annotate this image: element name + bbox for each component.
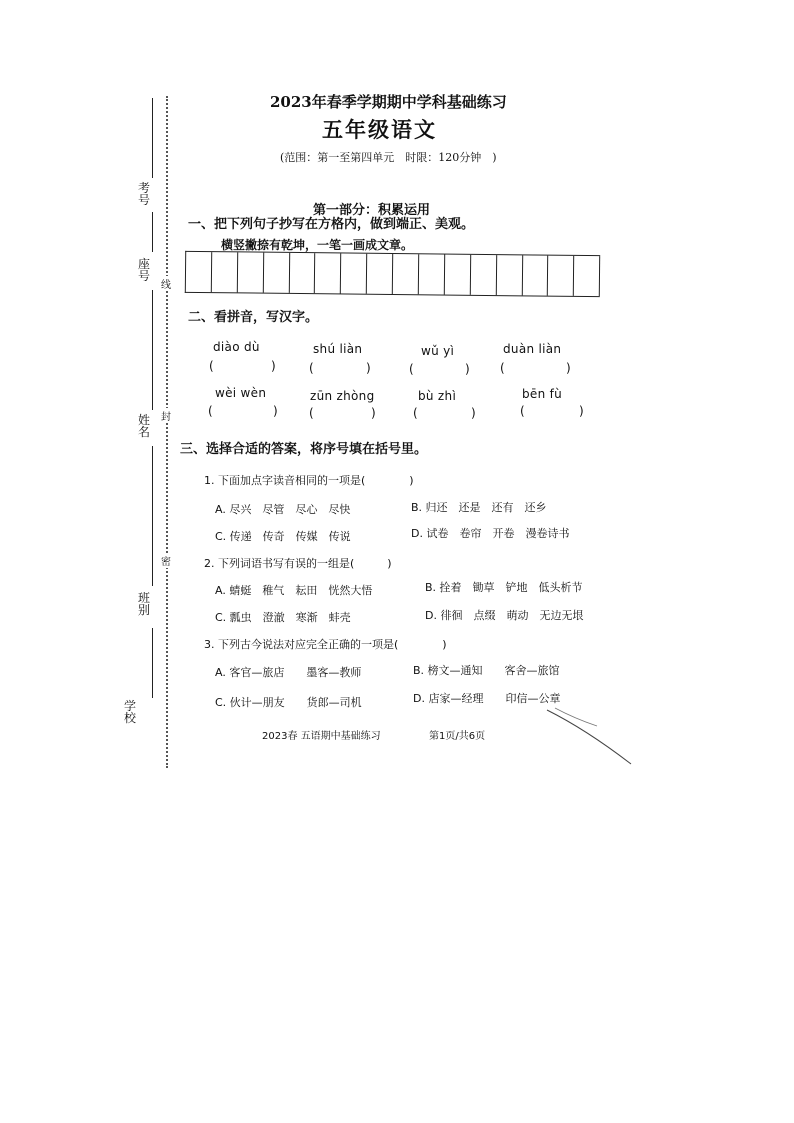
pinyin-6: zūn zhòng bbox=[310, 389, 375, 403]
q2-option-a[interactable]: A. 蜻蜓 稚气 耘田 恍然大悟 bbox=[215, 584, 373, 597]
banbie-label: 班别 bbox=[137, 591, 150, 617]
grid-cell[interactable] bbox=[238, 252, 264, 292]
pinyin-2: shú liàn bbox=[313, 342, 363, 356]
banbie-line bbox=[152, 446, 153, 586]
answer-paren-close[interactable]: ) bbox=[471, 406, 476, 420]
pinyin-8: bēn fù bbox=[522, 387, 563, 401]
answer-paren-close[interactable]: ) bbox=[366, 361, 371, 375]
q2-stem: 2. 下列词语书写有误的一组是( ) bbox=[204, 557, 392, 570]
exam-title: 五年级语文 bbox=[322, 117, 437, 142]
binding-dotted-line bbox=[166, 96, 168, 768]
grid-cell[interactable] bbox=[263, 253, 289, 293]
answer-paren-open[interactable]: ( bbox=[413, 406, 418, 420]
q1-option-c[interactable]: C. 传递 传奇 传媒 传说 bbox=[215, 530, 351, 543]
q1-stem: 1. 下面加点字读音相同的一项是( ) bbox=[204, 474, 414, 487]
zuohao-line bbox=[152, 212, 153, 252]
grid-cell[interactable] bbox=[212, 252, 238, 292]
seal-xian: 线 bbox=[160, 276, 172, 291]
section2-heading: 二、看拼音，写汉字。 bbox=[188, 310, 319, 325]
grid-cell[interactable] bbox=[393, 254, 419, 294]
grid-cell[interactable] bbox=[367, 254, 393, 294]
grid-cell[interactable] bbox=[548, 256, 574, 296]
kaohao-line bbox=[152, 98, 153, 178]
zuohao-label: 座号 bbox=[137, 257, 150, 283]
copy-sentence: 横竖撇捺有乾坤，一笔一画成文章。 bbox=[221, 238, 414, 252]
seal-feng: 封 bbox=[160, 408, 172, 423]
footer-page-number: 第1页/共6页 bbox=[429, 731, 486, 742]
answer-paren-open[interactable]: ( bbox=[209, 359, 214, 373]
answer-paren-close[interactable]: ) bbox=[273, 404, 278, 418]
grid-cell[interactable] bbox=[574, 256, 600, 296]
grid-cell[interactable] bbox=[445, 255, 471, 295]
xuexiao-line bbox=[152, 628, 153, 698]
q2-option-b[interactable]: B. 拴着 锄草 铲地 低头析节 bbox=[425, 581, 583, 594]
answer-paren-open[interactable]: ( bbox=[309, 361, 314, 375]
grid-cell[interactable] bbox=[522, 255, 548, 295]
exam-scope: (范围：第一至第四单元 时限：120分钟 ) bbox=[280, 151, 497, 164]
answer-paren-open[interactable]: ( bbox=[409, 362, 414, 376]
pinyin-4: duàn liàn bbox=[503, 342, 562, 356]
q2-option-c[interactable]: C. 瓢虫 澄澈 寒渐 蚌壳 bbox=[215, 611, 351, 624]
exam-heading: 2023年春季学期期中学科基础练习 bbox=[270, 93, 507, 111]
answer-paren-close[interactable]: ) bbox=[271, 359, 276, 373]
answer-paren-open[interactable]: ( bbox=[309, 406, 314, 420]
grid-cell[interactable] bbox=[186, 252, 212, 292]
q1-option-b[interactable]: B. 归还 还是 还有 还乡 bbox=[411, 501, 547, 514]
answer-paren-open[interactable]: ( bbox=[208, 404, 213, 418]
grid-cell[interactable] bbox=[496, 255, 522, 295]
q1-option-d[interactable]: D. 试卷 卷帘 开卷 漫卷诗书 bbox=[411, 527, 570, 540]
seal-mi: 密 bbox=[160, 553, 172, 568]
pinyin-3: wǔ yì bbox=[421, 344, 455, 358]
q3-option-c[interactable]: C. 伙计—朋友 货郎—司机 bbox=[215, 696, 362, 709]
q3-stem: 3. 下列古今说法对应完全正确的一项是( ) bbox=[204, 638, 447, 651]
grid-cell[interactable] bbox=[315, 253, 341, 293]
answer-paren-close[interactable]: ) bbox=[371, 406, 376, 420]
grid-cell[interactable] bbox=[289, 253, 315, 293]
pen-mark bbox=[545, 706, 635, 768]
grid-cell[interactable] bbox=[471, 255, 497, 295]
xingming-line bbox=[152, 290, 153, 410]
q1-option-a[interactable]: A. 尽兴 尽管 尽心 尽快 bbox=[215, 503, 351, 516]
section3-heading: 三、选择合适的答案，将序号填在括号里。 bbox=[180, 442, 428, 457]
answer-paren-close[interactable]: ) bbox=[579, 404, 584, 418]
footer-exam-name: 2023春 五语期中基础练习 bbox=[262, 731, 381, 742]
writing-grid[interactable] bbox=[185, 251, 601, 297]
section1-heading: 一、把下列句子抄写在方格内，做到端正、美观。 bbox=[188, 217, 475, 232]
pinyin-5: wèi wèn bbox=[215, 386, 267, 400]
q3-option-d[interactable]: D. 店家—经理 印信—公章 bbox=[413, 692, 561, 705]
answer-paren-close[interactable]: ) bbox=[566, 361, 571, 375]
q3-option-b[interactable]: B. 榜文—通知 客舍—旅馆 bbox=[413, 664, 560, 677]
answer-paren-open[interactable]: ( bbox=[520, 404, 525, 418]
xingming-label: 姓名 bbox=[137, 413, 150, 439]
q2-option-d[interactable]: D. 徘徊 点缀 萌动 无边无垠 bbox=[425, 609, 584, 622]
xuexiao-label: 学校 bbox=[123, 699, 136, 725]
pinyin-1: diào dù bbox=[213, 340, 260, 354]
grid-cell[interactable] bbox=[419, 254, 445, 294]
grid-cell[interactable] bbox=[341, 253, 367, 293]
q3-option-a[interactable]: A. 客官—旅店 墨客—教师 bbox=[215, 666, 362, 679]
part-heading: 第一部分：积累运用 bbox=[313, 203, 431, 218]
answer-paren-close[interactable]: ) bbox=[465, 362, 470, 376]
answer-paren-open[interactable]: ( bbox=[500, 361, 505, 375]
pinyin-7: bù zhì bbox=[418, 389, 457, 403]
kaohao-label: 考号 bbox=[137, 181, 150, 207]
